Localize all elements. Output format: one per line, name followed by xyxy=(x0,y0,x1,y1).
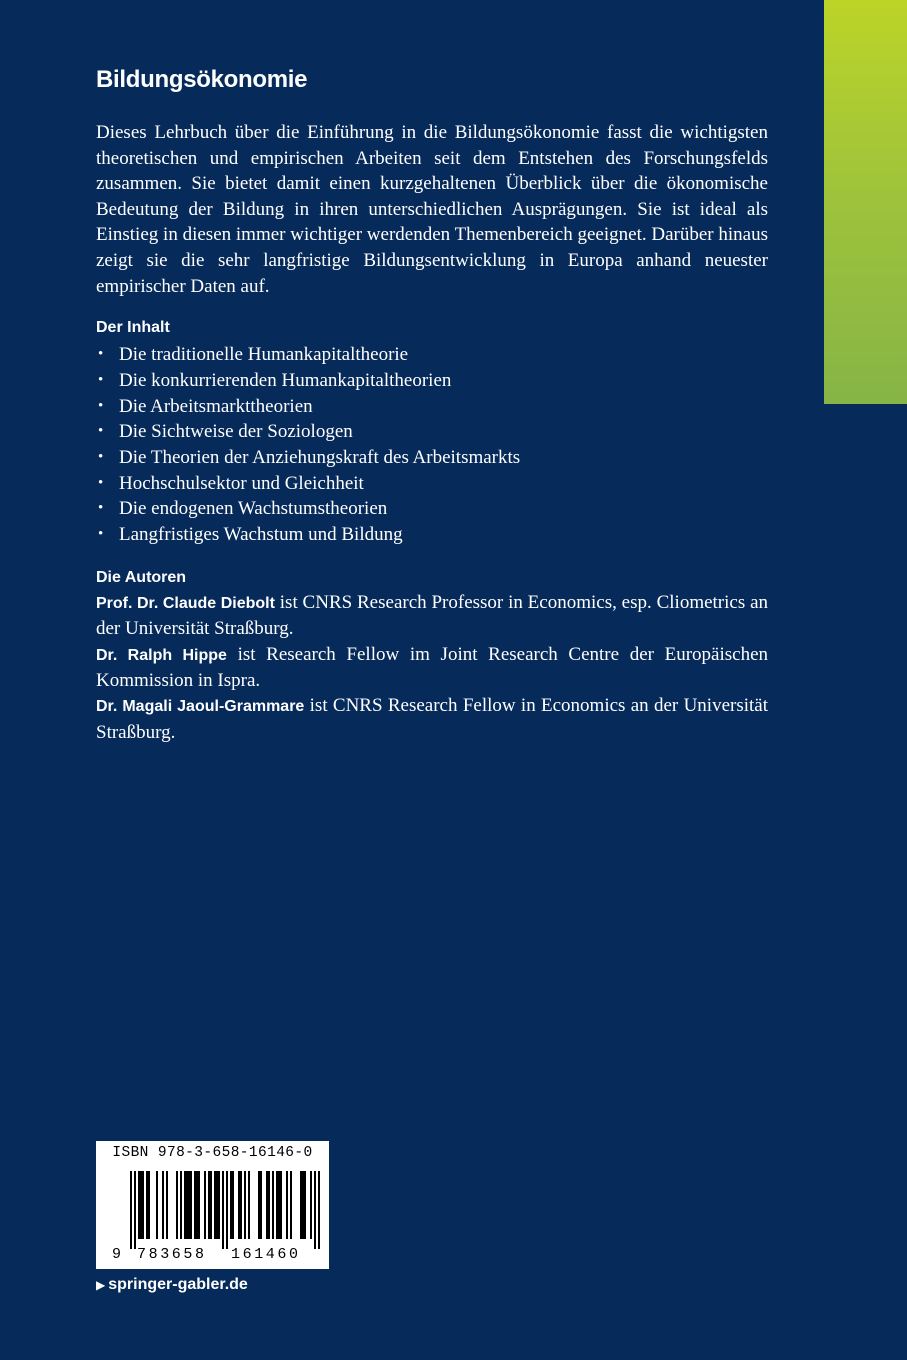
barcode-bar xyxy=(314,1171,316,1249)
bullet-icon: • xyxy=(98,371,104,388)
barcode-bar xyxy=(134,1171,136,1249)
barcode-bar xyxy=(176,1171,178,1239)
barcode-bar xyxy=(146,1171,148,1239)
barcode-bar xyxy=(216,1171,218,1239)
book-title: Bildungsökonomie xyxy=(96,66,308,93)
barcode-bar xyxy=(248,1171,250,1239)
barcode-bar xyxy=(290,1171,292,1239)
barcode-digits-right: 161460 xyxy=(231,1246,301,1263)
author-name: Dr. Magali Jaoul-Grammare xyxy=(96,698,305,716)
contents-list xyxy=(96,342,768,548)
barcode-bar xyxy=(188,1171,190,1239)
barcode-bar xyxy=(226,1171,228,1249)
author-name: Dr. Ralph Hippe xyxy=(96,646,227,664)
barcode-bar xyxy=(162,1171,164,1239)
barcode-bar xyxy=(278,1171,280,1239)
barcode-bar xyxy=(194,1171,196,1239)
isbn-barcode xyxy=(96,1141,329,1269)
barcode-bar xyxy=(130,1171,132,1249)
authors-heading: Die Autoren xyxy=(96,568,187,586)
barcode-bar xyxy=(240,1171,242,1239)
barcode-bar xyxy=(156,1171,158,1239)
barcode-bar xyxy=(190,1171,192,1239)
barcode-digit-prefix: 9 xyxy=(112,1246,124,1263)
green-accent-tab xyxy=(824,0,907,404)
bullet-icon: • xyxy=(98,474,104,491)
barcode-bar xyxy=(244,1171,246,1239)
author-entry xyxy=(96,590,768,642)
barcode-bar xyxy=(198,1171,200,1239)
list-item: • Langfristiges Wachstum und Bildung xyxy=(96,522,768,548)
list-item: • Die Arbeitsmarkttheorien xyxy=(96,394,768,420)
barcode-bar xyxy=(258,1171,260,1239)
barcode-bar xyxy=(272,1171,274,1239)
author-bio: ist CNRS Research Fellow in Economics an der Universität Straßburg. xyxy=(96,695,769,743)
bullet-icon: • xyxy=(98,397,104,414)
author-bio: ist Research Fellow im Joint Research Centre der Europäischen Kommission in Ispra. xyxy=(96,643,769,691)
barcode-bar xyxy=(204,1171,206,1239)
back-cover-text xyxy=(96,58,768,745)
barcode-icon xyxy=(96,1141,329,1269)
barcode-bar xyxy=(318,1171,320,1249)
barcode-bar xyxy=(302,1171,304,1239)
barcode-bar xyxy=(142,1171,144,1239)
website-link[interactable] xyxy=(96,1276,248,1294)
barcode-bar xyxy=(268,1171,270,1239)
authors-list xyxy=(96,590,768,745)
list-item: • Die Theorien der Anziehungskraft des Arbeitsmarkts xyxy=(96,445,768,471)
barcode-bar xyxy=(232,1171,234,1239)
bullet-icon: • xyxy=(98,448,104,465)
bullet-icon: • xyxy=(98,423,104,440)
barcode-bar xyxy=(186,1171,188,1239)
barcode-bar xyxy=(210,1171,212,1239)
website-label: springer-gabler.de xyxy=(108,1276,248,1293)
contents-heading: Der Inhalt xyxy=(96,319,170,337)
barcode-bar xyxy=(304,1171,306,1239)
triangle-arrow-icon: ▶ xyxy=(96,1278,106,1292)
barcode-bar xyxy=(230,1171,232,1239)
author-entry xyxy=(96,642,768,694)
barcode-bar xyxy=(218,1171,220,1239)
barcode-digits-left: 783658 xyxy=(137,1246,207,1263)
isbn-label: ISBN 978-3-658-16146-0 xyxy=(112,1145,313,1161)
barcode-bar xyxy=(260,1171,262,1239)
author-name: Prof. Dr. Claude Diebolt xyxy=(96,594,275,612)
barcode-bar xyxy=(222,1171,224,1249)
barcode-bar xyxy=(184,1171,186,1239)
barcode-bar xyxy=(140,1171,142,1239)
barcode-bar xyxy=(180,1171,182,1239)
barcode-bar xyxy=(148,1171,150,1239)
bullet-icon: • xyxy=(98,346,104,363)
barcode-bar xyxy=(276,1171,278,1239)
author-bio: ist CNRS Research Professor in Economics, esp. Cliometrics an der Universität Straßburg. xyxy=(96,591,769,640)
author-entry xyxy=(96,693,768,745)
barcode-bar xyxy=(238,1171,240,1239)
barcode-bar xyxy=(266,1171,268,1239)
list-item: • Die endogenen Wachstumstheorien xyxy=(96,496,768,522)
barcode-bar xyxy=(196,1171,198,1239)
barcode-bar xyxy=(208,1171,210,1239)
barcode-bar xyxy=(310,1171,312,1239)
barcode-bar xyxy=(214,1171,216,1239)
list-item: • Die Sichtweise der Soziologen xyxy=(96,419,768,445)
barcode-bar xyxy=(138,1171,140,1239)
bullet-icon: • xyxy=(98,526,104,543)
intro-paragraph: Dieses Lehrbuch über die Einführung in die Bildungsökonomie fasst die wichtigsten theoretischen und empirischen Arbeiten seit dem Entstehen des Forschungsfelds zusammen. Sie bietet damit einen kurzgehaltenen Überblick über die ökonomische Bedeutung der Bildung in ihren unterschiedlichen Ausprägungen. Sie ist ideal als Einstieg in diesen immer wichtiger werdenden Themenbereich geeignet. Darüber hinaus zeigt sie die sehr langfristige Bildungsentwicklung in Europa anhand neuester empirischer Daten auf. xyxy=(96,122,768,297)
bullet-icon: • xyxy=(98,500,104,517)
barcode-bar xyxy=(280,1171,282,1239)
barcode-bar xyxy=(166,1171,168,1239)
list-item: • Hochschulsektor und Gleichheit xyxy=(96,471,768,497)
list-item: • Die konkurrierenden Humankapitaltheorien xyxy=(96,368,768,394)
barcode-bar xyxy=(300,1171,302,1239)
list-item: • Die traditionelle Humankapitaltheorie xyxy=(96,342,768,368)
barcode-bar xyxy=(286,1171,288,1239)
